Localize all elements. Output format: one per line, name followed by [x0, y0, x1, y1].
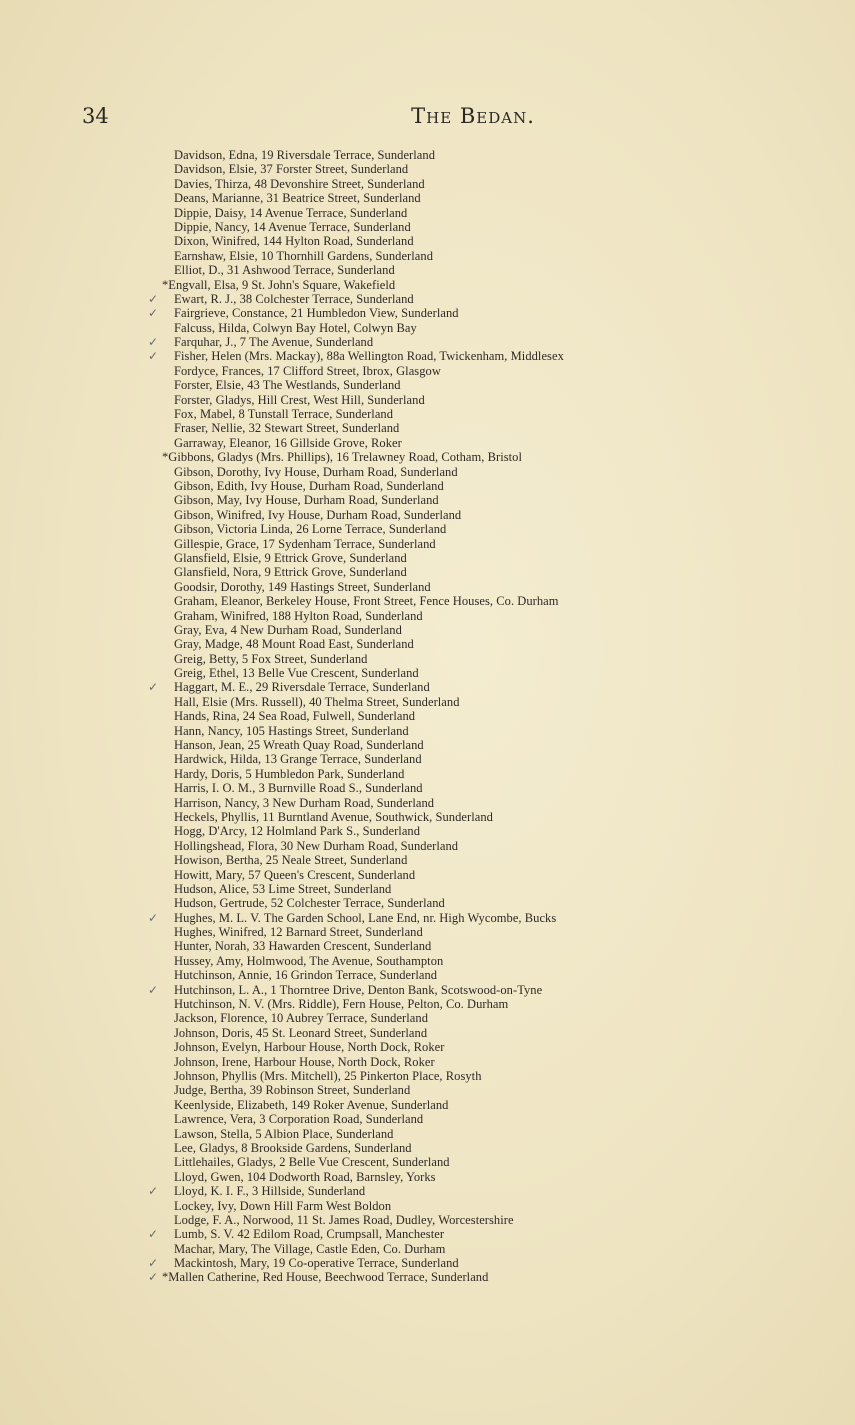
check-mark-icon: ✓	[148, 910, 159, 925]
directory-entry	[162, 954, 835, 968]
entry-text: Hughes, Winifred, 12 Barnard Street, Sunderland	[174, 925, 423, 940]
directory-entry	[162, 479, 835, 493]
directory-entry	[148, 680, 835, 695]
directory-entry	[162, 1055, 835, 1069]
directory-entry	[162, 522, 835, 536]
entry-text: Hands, Rina, 24 Sea Road, Fulwell, Sunderland	[174, 709, 416, 724]
directory-entry	[162, 1155, 835, 1169]
directory-entry	[162, 1199, 835, 1213]
entry-text: Hutchinson, L. A., 1 Thorntree Drive, Denton Bank, Scotswood-on-Tyne	[174, 982, 543, 997]
entry-text: Heckels, Phyllis, 11 Burntland Avenue, Southwick, Sunderland	[174, 809, 493, 824]
directory-entry	[162, 853, 835, 867]
entry-text: *Gibbons, Gladys (Mrs. Phillips), 16 Trelawney Road, Cotham, Bristol	[162, 450, 523, 465]
entry-text: Davidson, Edna, 19 Riversdale Terrace, Sunderland	[174, 148, 435, 162]
directory-entry	[162, 1069, 835, 1083]
entry-text: Harris, I. O. M., 3 Burnville Road S., Sunderland	[174, 781, 423, 796]
entry-text: Lloyd, K. I. F., 3 Hillside, Sunderland	[174, 1184, 366, 1199]
entry-text: Davies, Thirza, 48 Devonshire Street, Sunderland	[174, 176, 425, 191]
entry-text: Fairgrieve, Constance, 21 Humbledon View, Sunderland	[174, 306, 459, 321]
directory-entry	[162, 1040, 835, 1054]
entry-text: Hutchinson, N. V. (Mrs. Riddle), Fern House, Pelton, Co. Durham	[174, 997, 509, 1012]
entry-text: Davidson, Elsie, 37 Forster Street, Sunderland	[174, 162, 409, 177]
check-mark-icon: ✓	[148, 982, 159, 997]
entry-text: Hollingshead, Flora, 30 New Durham Road, Sunderland	[174, 838, 459, 853]
directory-entry	[162, 810, 835, 824]
entry-text: Mackintosh, Mary, 19 Co-operative Terrace, Sunderland	[174, 1256, 459, 1271]
directory-entry	[162, 752, 835, 766]
entry-text: Falcuss, Hilda, Colwyn Bay Hotel, Colwyn Bay	[174, 320, 417, 335]
directory-entry	[148, 1270, 835, 1285]
entry-text: Gibson, Victoria Linda, 26 Lorne Terrace, Sunderland	[174, 522, 447, 537]
directory-entry	[162, 609, 835, 623]
entry-text: Lodge, F. A., Norwood, 11 St. James Road, Dudley, Worcestershire	[174, 1212, 514, 1227]
entry-text: Gibson, May, Ivy House, Durham Road, Sunderland	[174, 493, 439, 508]
directory-entry	[162, 1141, 835, 1155]
entry-text: Hussey, Amy, Holmwood, The Avenue, Southampton	[174, 953, 444, 968]
entry-text: Johnson, Evelyn, Harbour House, North Dock, Roker	[174, 1040, 445, 1055]
directory-entry	[162, 220, 835, 234]
directory-entry	[162, 767, 835, 781]
directory-entry	[162, 1026, 835, 1040]
directory-entry	[162, 450, 835, 464]
entry-text: Gray, Eva, 4 New Durham Road, Sunderland	[174, 622, 402, 637]
entry-text: Fraser, Nellie, 32 Stewart Street, Sunderland	[174, 421, 400, 436]
entry-text: Forster, Elsie, 43 The Westlands, Sunderland	[174, 378, 401, 393]
directory-entry	[162, 508, 835, 522]
entry-text: Hudson, Gertrude, 52 Colchester Terrace, Sunderland	[174, 896, 445, 911]
directory-entry	[162, 148, 835, 162]
entry-text: Gibson, Dorothy, Ivy House, Durham Road, Sunderland	[174, 464, 458, 479]
running-title: The Bedan.	[411, 104, 535, 128]
entry-text: Dixon, Winifred, 144 Hylton Road, Sunderland	[174, 234, 414, 249]
directory-entry	[162, 724, 835, 738]
directory-entry	[162, 234, 835, 248]
directory-entry	[162, 1112, 835, 1126]
entry-text: Fordyce, Frances, 17 Clifford Street, Ibrox, Glasgow	[174, 363, 441, 378]
directory-entry	[148, 1227, 835, 1242]
directory-entry	[162, 839, 835, 853]
directory-list	[148, 148, 835, 1285]
directory-entry	[162, 393, 835, 407]
entry-text: Garraway, Eleanor, 16 Gillside Grove, Roker	[174, 435, 402, 450]
check-mark-icon: ✓	[148, 291, 159, 306]
entry-text: Johnson, Irene, Harbour House, North Dock, Roker	[174, 1054, 435, 1069]
directory-entry	[162, 781, 835, 795]
entry-text: Gibson, Edith, Ivy House, Durham Road, Sunderland	[174, 478, 444, 493]
entry-text: Gray, Madge, 48 Mount Road East, Sunderland	[174, 637, 414, 652]
directory-entry	[162, 364, 835, 378]
entry-text: *Mallen Catherine, Red House, Beechwood Terrace, Sunderland	[162, 1270, 489, 1285]
entry-text: Howison, Bertha, 25 Neale Street, Sunderland	[174, 853, 408, 868]
entry-text: Ewart, R. J., 38 Colchester Terrace, Sunderland	[174, 291, 414, 306]
entry-text: Johnson, Doris, 45 St. Leonard Street, Sunderland	[174, 1025, 428, 1040]
entry-text: Lawrence, Vera, 3 Corporation Road, Sunderland	[174, 1112, 424, 1127]
directory-entry	[162, 580, 835, 594]
directory-entry	[162, 177, 835, 191]
entry-text: Hutchinson, Annie, 16 Grindon Terrace, Sunderland	[174, 968, 438, 983]
check-mark-icon: ✓	[148, 1256, 159, 1271]
check-mark-icon: ✓	[148, 306, 159, 321]
directory-entry	[162, 421, 835, 435]
directory-entry	[162, 493, 835, 507]
directory-entry	[162, 1213, 835, 1227]
directory-entry	[162, 436, 835, 450]
directory-entry	[162, 206, 835, 220]
directory-entry	[162, 738, 835, 752]
entry-text: Johnson, Phyllis (Mrs. Mitchell), 25 Pinkerton Place, Rosyth	[174, 1069, 482, 1083]
directory-entry	[162, 278, 835, 292]
directory-entry	[162, 1242, 835, 1256]
entry-text: *Engvall, Elsa, 9 St. John's Square, Wakefield	[162, 277, 396, 292]
directory-entry	[162, 882, 835, 896]
directory-entry	[162, 868, 835, 882]
directory-entry	[148, 910, 835, 925]
entry-text: Hughes, M. L. V. The Garden School, Lane End, nr. High Wycombe, Bucks	[174, 910, 557, 925]
directory-entry	[162, 565, 835, 579]
directory-entry	[162, 191, 835, 205]
directory-entry	[162, 896, 835, 910]
check-mark-icon: ✓	[148, 349, 159, 364]
entry-text: Greig, Ethel, 13 Belle Vue Crescent, Sunderland	[174, 666, 419, 681]
directory-entry	[162, 1083, 835, 1097]
check-mark-icon: ✓	[148, 1184, 159, 1199]
directory-entry	[148, 349, 835, 364]
directory-entry	[162, 249, 835, 263]
entry-text: Lloyd, Gwen, 104 Dodworth Road, Barnsley, Yorks	[174, 1169, 436, 1184]
entry-text: Deans, Marianne, 31 Beatrice Street, Sunderland	[174, 191, 421, 206]
entry-text: Hardwick, Hilda, 13 Grange Terrace, Sunderland	[174, 752, 422, 767]
entry-text: Lumb, S. V. 42 Edilom Road, Crumpsall, Manchester	[174, 1227, 445, 1242]
directory-entry	[162, 162, 835, 176]
entry-text: Dippie, Nancy, 14 Avenue Terrace, Sunderland	[174, 219, 411, 234]
entry-text: Gillespie, Grace, 17 Sydenham Terrace, Sunderland	[174, 536, 436, 551]
entry-text: Lawson, Stella, 5 Albion Place, Sunderland	[174, 1126, 394, 1141]
directory-entry	[162, 1127, 835, 1141]
directory-entry	[162, 537, 835, 551]
directory-entry	[162, 1170, 835, 1184]
entry-text: Forster, Gladys, Hill Crest, West Hill, Sunderland	[174, 392, 425, 407]
directory-entry	[148, 982, 835, 997]
check-mark-icon: ✓	[148, 680, 159, 695]
entry-text: Glansfield, Nora, 9 Ettrick Grove, Sunderland	[174, 565, 407, 580]
entry-text: Jackson, Florence, 10 Aubrey Terrace, Sunderland	[174, 1011, 428, 1026]
entry-text: Dippie, Daisy, 14 Avenue Terrace, Sunderland	[174, 205, 408, 220]
directory-entry	[148, 1256, 835, 1271]
entry-text: Glansfield, Elsie, 9 Ettrick Grove, Sunderland	[174, 550, 407, 565]
directory-entry	[162, 939, 835, 953]
entry-text: Harrison, Nancy, 3 New Durham Road, Sunderland	[174, 795, 435, 810]
entry-text: Machar, Mary, The Village, Castle Eden, Co. Durham	[174, 1241, 446, 1256]
directory-entry	[148, 291, 835, 306]
directory-entry	[162, 925, 835, 939]
entry-text: Keenlyside, Elizabeth, 149 Roker Avenue, Sunderland	[174, 1097, 449, 1112]
directory-entry	[162, 652, 835, 666]
entry-text: Judge, Bertha, 39 Robinson Street, Sunderland	[174, 1083, 411, 1098]
directory-entry	[162, 465, 835, 479]
entry-text: Littlehailes, Gladys, 2 Belle Vue Crescent, Sunderland	[174, 1155, 450, 1170]
entry-text: Graham, Winifred, 188 Hylton Road, Sunderland	[174, 608, 423, 623]
entry-text: Greig, Betty, 5 Fox Street, Sunderland	[174, 651, 368, 666]
entry-text: Lee, Gladys, 8 Brookside Gardens, Sunderland	[174, 1140, 412, 1155]
entry-text: Fisher, Helen (Mrs. Mackay), 88a Wellington Road, Twickenham, Middlesex	[174, 349, 564, 364]
directory-entry	[162, 1011, 835, 1025]
page-number: 34	[82, 104, 109, 128]
directory-entry	[162, 637, 835, 651]
entry-text: Hudson, Alice, 53 Lime Street, Sunderland	[174, 881, 392, 896]
directory-entry	[148, 306, 835, 321]
directory-entry	[162, 594, 835, 608]
entry-text: Hunter, Norah, 33 Hawarden Crescent, Sunderland	[174, 939, 432, 954]
page-header	[82, 104, 782, 134]
entry-text: Hall, Elsie (Mrs. Russell), 40 Thelma Street, Sunderland	[174, 694, 460, 709]
entry-text: Goodsir, Dorothy, 149 Hastings Street, Sunderland	[174, 579, 431, 594]
entry-text: Fox, Mabel, 8 Tunstall Terrace, Sunderland	[174, 407, 394, 422]
directory-entry	[162, 378, 835, 392]
entry-text: Howitt, Mary, 57 Queen's Crescent, Sunderland	[174, 867, 416, 882]
entry-text: Graham, Eleanor, Berkeley House, Front Street, Fence Houses, Co. Durham	[174, 594, 559, 609]
entry-text: Hann, Nancy, 105 Hastings Street, Sunderland	[174, 723, 409, 738]
entry-text: Haggart, M. E., 29 Riversdale Terrace, Sunderland	[174, 680, 430, 695]
directory-entry	[162, 263, 835, 277]
entry-text: Hogg, D'Arcy, 12 Holmland Park S., Sunderland	[174, 824, 421, 839]
entry-text: Gibson, Winifred, Ivy House, Durham Road, Sunderland	[174, 507, 462, 522]
directory-entry	[162, 824, 835, 838]
directory-entry	[162, 551, 835, 565]
entry-text: Earnshaw, Elsie, 10 Thornhill Gardens, Sunderland	[174, 248, 433, 263]
directory-entry	[162, 407, 835, 421]
entry-text: Hanson, Jean, 25 Wreath Quay Road, Sunderland	[174, 738, 424, 753]
check-mark-icon: ✓	[148, 1227, 159, 1242]
check-mark-icon: ✓	[148, 335, 159, 350]
directory-entry	[162, 968, 835, 982]
directory-entry	[148, 335, 835, 350]
entry-text: Elliot, D., 31 Ashwood Terrace, Sunderland	[174, 263, 395, 278]
entry-text: Farquhar, J., 7 The Avenue, Sunderland	[174, 335, 374, 350]
entry-text: Hardy, Doris, 5 Humbledon Park, Sunderland	[174, 766, 405, 781]
directory-entry	[162, 709, 835, 723]
directory-entry	[162, 1098, 835, 1112]
directory-entry	[162, 796, 835, 810]
directory-entry	[162, 666, 835, 680]
directory-entry	[162, 997, 835, 1011]
directory-entry	[162, 695, 835, 709]
directory-entry	[148, 1184, 835, 1199]
entry-text: Lockey, Ivy, Down Hill Farm West Boldon	[174, 1198, 392, 1213]
directory-entry	[162, 623, 835, 637]
directory-entry	[162, 321, 835, 335]
check-mark-icon: ✓	[148, 1270, 159, 1285]
